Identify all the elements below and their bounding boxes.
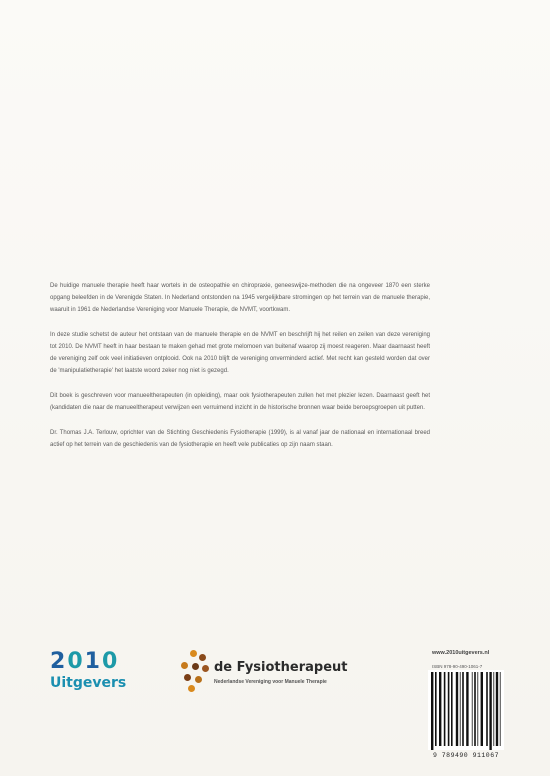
barcode-bar [486,672,488,746]
barcode-bar [431,672,433,750]
dot-pattern-icon [180,650,210,692]
paragraph-history: De huidige manuele therapie heeft haar wortels in de osteopathie en chiropraxie, geneeswijze-methoden die na ongeveer 1870 een sterke opgang beleefden in de Verenigde Staten. In Nederland ontstonden na 1945 vergelijkbare stromingen op het terrein van de manuele therapie, waaruit in 1961 de Nederlandse Vereniging voor Manuele Therapie, de NVMT, voortkwam. [50,283,430,313]
logo-dot [195,676,202,683]
fysiotherapeut-title: de Fysiotherapeut [214,660,348,675]
barcode-bar [439,672,441,746]
logo-dot [184,674,191,681]
barcode-bar [444,672,446,746]
publisher-url: www.2010uitgevers.nl [432,650,490,656]
publisher-logo-number: 2010 [50,649,120,674]
barcode [428,670,504,750]
barcode-bar [489,672,491,750]
paragraph-audience: Dit boek is geschreven voor manueeltherapeuten (in opleiding), maar ook fysiotherapeuten zullen het met plezier lezen. Daarnaast geeft het (kandidaten die naar de manueeltherapeut verwijzen een verruimend inzicht in de historische bronnen waar beide beroepsgroepen uit putten. [50,393,430,411]
logo-dot [181,662,188,669]
barcode-bar [462,672,464,746]
back-cover-text [50,280,430,464]
logo-dot [199,654,206,661]
logo-dot [202,665,209,672]
barcode-bar [456,672,458,746]
fysiotherapeut-subtitle: Nederlandse Vereniging voor Manuele Therapie [214,679,327,685]
paragraph-author: Dr. Thomas J.A. Terlouw, oprichter van de Stichting Geschiedenis Fysiotherapie (1999), is al vanaf jaar de nationaal en internationaal breed actief op het terrein van de geschiedenis van de fysiotherapie en heeft vele publicaties op zijn naam staan. [50,430,430,448]
barcode-bar [481,672,483,746]
barcode-bar [472,672,473,746]
barcode-bar [448,672,450,746]
barcode-bars [428,670,504,750]
barcode-bar [493,672,494,746]
publisher-logo [50,650,140,700]
barcode-digits: 9 789490 911067 [432,752,499,759]
isbn-label: ISBN 978-90-490-1061-7 [432,664,483,669]
barcode-bar [474,672,476,746]
paragraph-study: In deze studie schetst de auteur het ontstaan van de manuele therapie en de NVMT en beschrijft hij het reilen en zeilen van deze vereniging tot 2010. De NVMT heeft in haar bestaan te maken gehad met grote melomoen van buitenaf waarop zij moest reageren. Maar daarnaast heeft de vereniging zelf ook veel initiatieven ontplooid. Ook na 2010 blijft de vereniging onverminderd actief. Met recht kan gesteld worden dat over de 'manipulatietherapie' het laatste woord zeker nog niet is gezegd. [50,332,430,374]
fysiotherapeut-logo [180,650,400,698]
barcode-bar [500,672,501,746]
barcode-bar [477,672,478,746]
barcode-bar [496,672,498,746]
barcode-bar [435,672,437,746]
barcode-bar [466,672,468,746]
logo-dot [188,685,195,692]
barcode-bar [451,672,453,746]
logo-dot [192,663,199,670]
logo-dot [190,650,197,657]
barcode-bar [460,672,461,746]
publisher-logo-name: Uitgevers [50,675,127,691]
